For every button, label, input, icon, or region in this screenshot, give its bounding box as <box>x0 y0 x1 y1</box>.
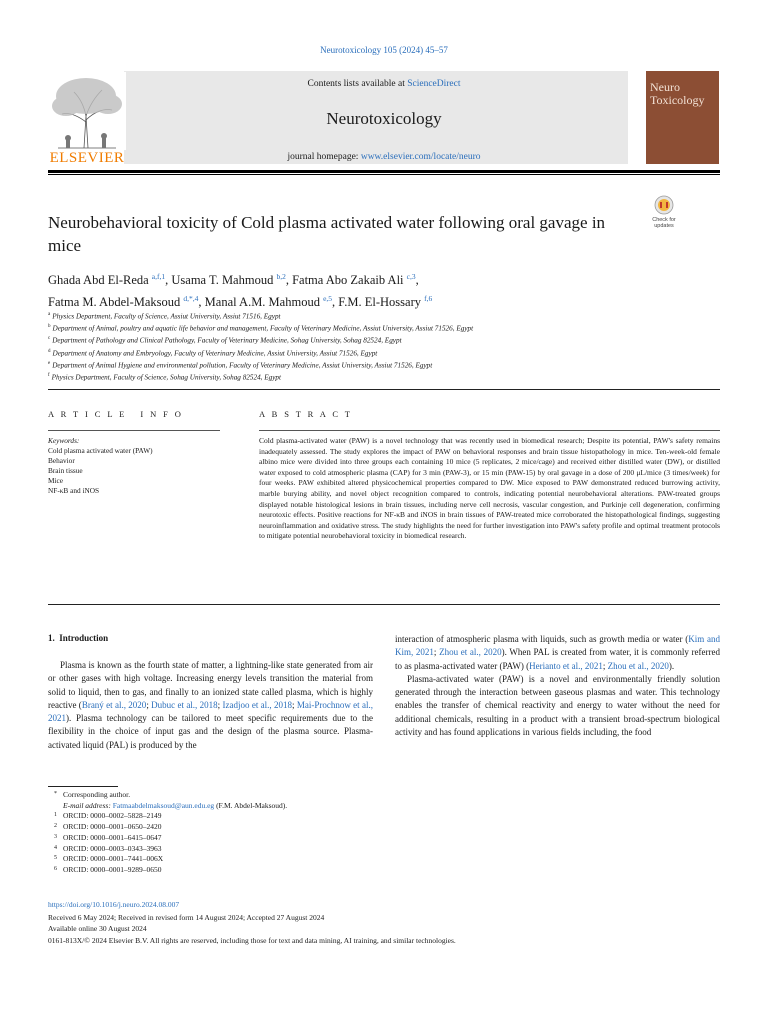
doi-link[interactable]: https://doi.org/10.1016/j.neuro.2024.08.007 <box>48 900 180 909</box>
reference-link[interactable]: Izadjoo et al., 2018 <box>222 699 292 710</box>
affiliation: $^f$ Physics Department, Faculty of Science, Sohag University, Sohag 82524, Egypt <box>48 372 282 382</box>
author[interactable]: Usama T. Mahmoud $^{b,2}$ <box>171 272 286 288</box>
cover-title-line2: Toxicology <box>650 93 705 107</box>
reference-link[interactable]: Zhou et al., 2020 <box>607 660 669 671</box>
orcid-note: 6 ORCID: 0000–0001–9289–0650 <box>54 864 162 874</box>
check-for-updates-button[interactable] <box>645 194 683 230</box>
homepage-prefix: journal homepage: <box>287 152 361 162</box>
article-info-rule <box>48 430 220 431</box>
keyword: Cold plasma activated water (PAW) <box>48 446 153 455</box>
intro-paragraph: Plasma is known as the fourth state of matter, a lightning-like state generated from air or other gases with high voltage. Increasing energy levels transition the material from solid to liquid, then to gas, and finally to an ionized state called plasma, which is highly reactive (Braný et al., 2020; Dubuc et al., 2018; Izadjoo et al., 2018; Mai-Prochnow et al., 2021). Plasma technology can be tailored to meet specific requirements due to the flexibility in the choice of input gas and the design of the plasma source. Plasma-activated liquid (PAL) is produced by the <box>48 660 373 750</box>
reference-link[interactable]: Zhou et al., 2020 <box>439 647 502 658</box>
body-column-right <box>395 633 720 739</box>
body-column-left <box>48 659 373 752</box>
author[interactable]: Manal A.M. Mahmoud $^{e,5}$ <box>204 293 333 309</box>
introduction-heading: 1. Introduction <box>48 633 109 643</box>
reference-link[interactable]: Kim and Kim, 2021 <box>395 634 720 658</box>
cover-title-line1: Neuro <box>650 80 680 94</box>
abstract-text: Cold plasma-activated water (PAW) is a novel technology that was recently used in biomedical research; Despite its potential, PAW's safety remains inadequately assessed. The study explores the impact of PAW on behavioral responses and brain tissue histopathology in mice. Ten-week-old female albino mice were divided into three groups each containing 10 mice (5 replicates, 2 mice/cage) and received either distilled water (DW), or distilled water exposed to cold atmospheric plasma (CAP) for 3 min (PAW-3), or 15 min (PAW-15) by oral gavage in a dose of 200 μL/mice (3 times/week) for four weeks. PAW exhibited altered physicochemical properties compared to DW. Mice exposed to PAW demonstrated reduced burrowing activity, marble burying ability, and novel object recognition compared to controls, indicating potential neurobehavioral alterations. PAW-treated groups displayed notable histological lesions in brain tissues, including nerve cell necrosis, vascular congestion, and Purkinje cell degeneration, confirming neurotoxic effects. Positive reactions for NF-κB and iNOS in brain tissues of PAW-treated mice corroborated the histopathological findings, suggesting neuroinflammation and oxidative stress. The study highlights the need for further investigation into PAW's safety profile and optimal treatment protocols to mitigate potential neurobehavioral toxicity in biomedical research. <box>259 436 720 541</box>
affiliation-list <box>48 310 708 383</box>
orcid-note: 4 ORCID: 0000–0003–0343–3963 <box>54 843 162 853</box>
contents-prefix: Contents lists available at <box>307 79 408 89</box>
orcid-note: 3 ORCID: 0000–0001–6415–0647 <box>54 832 162 842</box>
check-updates-line2: updates <box>654 223 674 229</box>
keyword: Behavior <box>48 456 75 465</box>
journal-citation[interactable]: Neurotoxicology 105 (2024) 45–57 <box>320 45 448 55</box>
email-note: E-mail address: Fatmaabdelmaksoud@aun.edu.eg (F.M. Abdel-Maksoud). <box>63 800 288 810</box>
affiliation: $^e$ Department of Animal Hygiene and environmental pollution, Faculty of Veterinary Medicine, Assiut University, Assiut 71526, Egypt <box>48 360 433 370</box>
author[interactable]: Fatma Abo Zakaib Ali $^{c,3}$ <box>292 272 416 288</box>
copyright-line: 0161-813X/© 2024 Elsevier B.V. All rights are reserved, including those for text and data mining, AI training, and similar technologies. <box>48 935 456 945</box>
sciencedirect-link[interactable]: ScienceDirect <box>407 79 461 89</box>
keyword: NF-κB and iNOS <box>48 486 100 495</box>
elsevier-tree-logo[interactable] <box>48 72 126 162</box>
footnote-rule <box>48 786 118 787</box>
check-updates-line1: Check for <box>652 217 676 223</box>
corresponding-author-note: * Corresponding author. <box>54 790 131 799</box>
header-rule <box>48 170 720 173</box>
article-info-heading: A R T I C L E I N F O <box>48 409 184 419</box>
publication-dates <box>48 912 698 946</box>
affiliation: $^d$ Department of Anatomy and Embryology, Faculty of Veterinary Medicine, Assiut University, Assiut 71526, Egypt <box>48 348 378 357</box>
abstract-rule <box>259 430 720 431</box>
abstract-heading: A B S T R A C T <box>259 409 353 419</box>
reference-link[interactable]: Braný et al., 2020 <box>81 699 147 710</box>
header-rule-thin <box>48 174 720 175</box>
article-title: Neurobehavioral toxicity of Cold plasma activated water following oral gavage in mice <box>48 213 606 255</box>
intro-paragraph: Plasma-activated water (PAW) is a novel and environmentally friendly solution generated through the interaction between gaseous plasmas and water. This technology enables the transfer of chemical reactivity and energy to water without the need for additional chemicals, resulting in a product with a transient broad-spectrum biological activity and has found applications in various fields including, the food <box>395 673 720 738</box>
orcid-note: 1 ORCID: 0000–0002–5828–2149 <box>54 811 162 821</box>
keyword: Brain tissue <box>48 466 83 475</box>
homepage-link[interactable]: www.elsevier.com/locate/neuro <box>360 152 481 162</box>
available-online: Available online 30 August 2024 <box>48 924 147 934</box>
journal-homepage <box>124 152 644 162</box>
author-list: Ghada Abd El-Reda $^{a,f,1}$, Usama T. Mahmoud $^{b,2}$, Fatma Abo Zakaib Ali $^{c,3}$, Fatma M. Abdel-Maksoud $^{d,*,4}$, Manal A.M. Mahmoud $^{e,5}$, F.M. El-Hossary $^{f,6}$ <box>48 272 433 309</box>
section-rule <box>48 389 720 390</box>
keywords-block <box>48 436 228 496</box>
affiliation: $^a$ Physics Department, Faculty of Science, Assiut University, Assiut 71516, Egypt <box>48 312 281 321</box>
elsevier-wordmark: ELSEVIER <box>49 150 125 166</box>
journal-name: Neurotoxicology <box>326 109 442 128</box>
abstract-end-rule <box>48 604 720 605</box>
received-dates: Received 6 May 2024; Received in revised form 14 August 2024; Accepted 27 August 2024 <box>48 913 325 922</box>
reference-link[interactable]: Herianto et al., 2021 <box>529 660 603 671</box>
email-link[interactable]: Fatmaabdelmaksoud@aun.edu.eg <box>112 800 215 810</box>
intro-paragraph-continued: interaction of atmospheric plasma with liquids, such as growth media or water (Kim and Kim, 2021; Zhou et al., 2020). When PAL is created from water, it is commonly referred to as plasma-activated water (PAW) (Herianto et al., 2021; Zhou et al., 2020). <box>395 634 720 671</box>
orcid-note: 5 ORCID: 0000–0001–7441–006X <box>54 854 164 864</box>
orcid-note: 2 ORCID: 0000–0001–0650–2420 <box>54 822 162 832</box>
keyword: Mice <box>48 476 63 485</box>
author[interactable]: F.M. El-Hossary $^{f,6}$ <box>338 293 433 309</box>
affiliation: $^c$ Department of Pathology and Clinical Pathology, Faculty of Veterinary Medicine, Sohag University, Sohag 82524, Egypt <box>48 336 402 345</box>
footnotes <box>48 790 448 876</box>
author[interactable]: Ghada Abd El-Reda $^{a,f,1}$ <box>48 272 166 288</box>
author[interactable]: Fatma M. Abdel-Maksoud $^{d,*,4}$ <box>48 293 199 309</box>
reference-link[interactable]: Dubuc et al., 2018 <box>151 699 218 710</box>
contents-availability <box>124 79 644 89</box>
keywords-label: Keywords: <box>48 436 80 445</box>
affiliation: $^b$ Department of Animal, poultry and aquatic life behavior and management, Faculty of Veterinary Medicine, Assiut University, Assiut 71526, Egypt <box>48 324 474 333</box>
cover-title <box>650 81 720 107</box>
reference-link[interactable]: Mai-Prochnow et al., 2021 <box>48 699 373 724</box>
